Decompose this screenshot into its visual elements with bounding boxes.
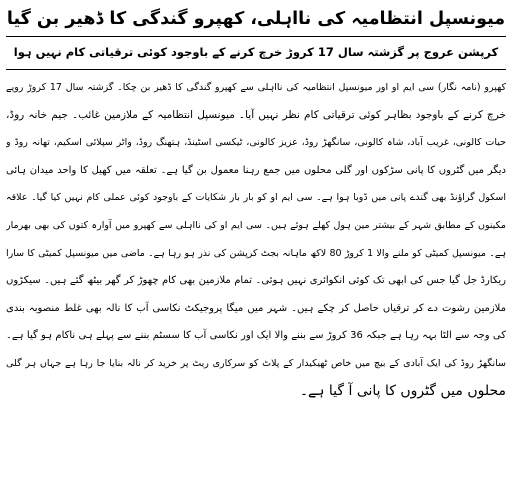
body-line: حیات کالونی، غریب آباد، شاہ کالونی، سانگھڑ روڈ، عزیز کالونی، ٹیکسی اسٹینڈ، ہتھنگ روڈ، واٹر سپلائی اسکیم، تھانہ روڈ و — [6, 137, 506, 149]
article-body — [6, 74, 506, 405]
body-line: سانگھڑ روڈ کی ایک آبادی کے بیچ میں خاص ٹھیکیدار کے پلاٹ کو سرکاری ریٹ پر خرید کر نالہ بنایا جا رہا ہے جہاں ہر گلی — [6, 357, 506, 369]
body-line: اسکول گراؤنڈ بھی گندے پانی میں ڈوبا ہوا ہے۔ سی ایم او کو بار بار شکایات کے باوجود کوئی عملی کام نہیں کیا گیا۔ علاقہ — [6, 192, 506, 204]
body-line: مکینوں کے مطابق شہر کے بیشتر مین ہول کھلے ہوئے ہیں۔ سی ایم او کی نااہلی سے کھپرو میں آوارہ کتوں کی بھی بھرمار — [6, 219, 506, 231]
body-line: کھپرو (نامہ نگار) سی ایم او اور میونسپل انتظامیہ کی نااہلی سے کھپرو گندگی کا ڈھیر بن چکا۔ گزشتہ سال 17 کروڑ روپے — [6, 82, 506, 93]
body-line: ریکارڈ جل گیا جس کی ابھی تک کوئی انکوائری نہیں ہوئی۔ تمام ملازمین بھی کام چھوڑ کر گھر بیٹھ گئے ہیں۔ سیکڑوں — [6, 275, 506, 287]
body-line: ملازمین رشوت دے کر ترقیاں حاصل کر چکے ہیں۔ شہر میں میگا پروجیکٹ نکاسی آب کا نالہ بھی غلط منصوبہ بندی — [6, 302, 506, 314]
body-line: ہے۔ میونسپل کمیٹی کو ملنے والا 1 کروڑ 80 لاکھ ماہانہ بجٹ کرپشن کی نذر ہو رہا ہے۔ ماضی میں میونسپل کمیٹی کا سارا — [6, 247, 506, 259]
subheadline-divider — [6, 69, 506, 70]
body-line: خرچ کرنے کے باوجود بظاہر کوئی ترقیاتی کام نظر نہیں آیا۔ میونسپل انتظامیہ کے ملازمین غائب۔ جیم خانہ روڈ، — [6, 108, 506, 121]
body-line: دیگر میں گٹروں کا پانی سڑکوں اور گلی محلوں میں جمع رہنا معمول بن گیا ہے۔ تعلقہ میں کھیل کا واحد میدان ہائی — [6, 164, 506, 176]
subheadline: کرپشن عروج پر گزشتہ سال 17 کروڑ خرچ کرنے کے باوجود کوئی ترقیاتی کام نہیں ہوا — [13, 45, 499, 59]
body-line: محلوں میں گٹروں کا پانی آ گیا ہے۔ — [299, 382, 506, 399]
body-line: کی وجہ سے الٹا بہہ رہا ہے جبکہ 36 کروڑ سے بننے والا ایک اور نکاسی آب کا سسٹم بننے سے پہلے ہی ناکام ہو گیا ہے۔ — [6, 330, 506, 342]
headline: میونسپل انتظامیہ کی نااہلی، کھپرو گندگی کا ڈھیر بن گیا — [6, 9, 506, 29]
